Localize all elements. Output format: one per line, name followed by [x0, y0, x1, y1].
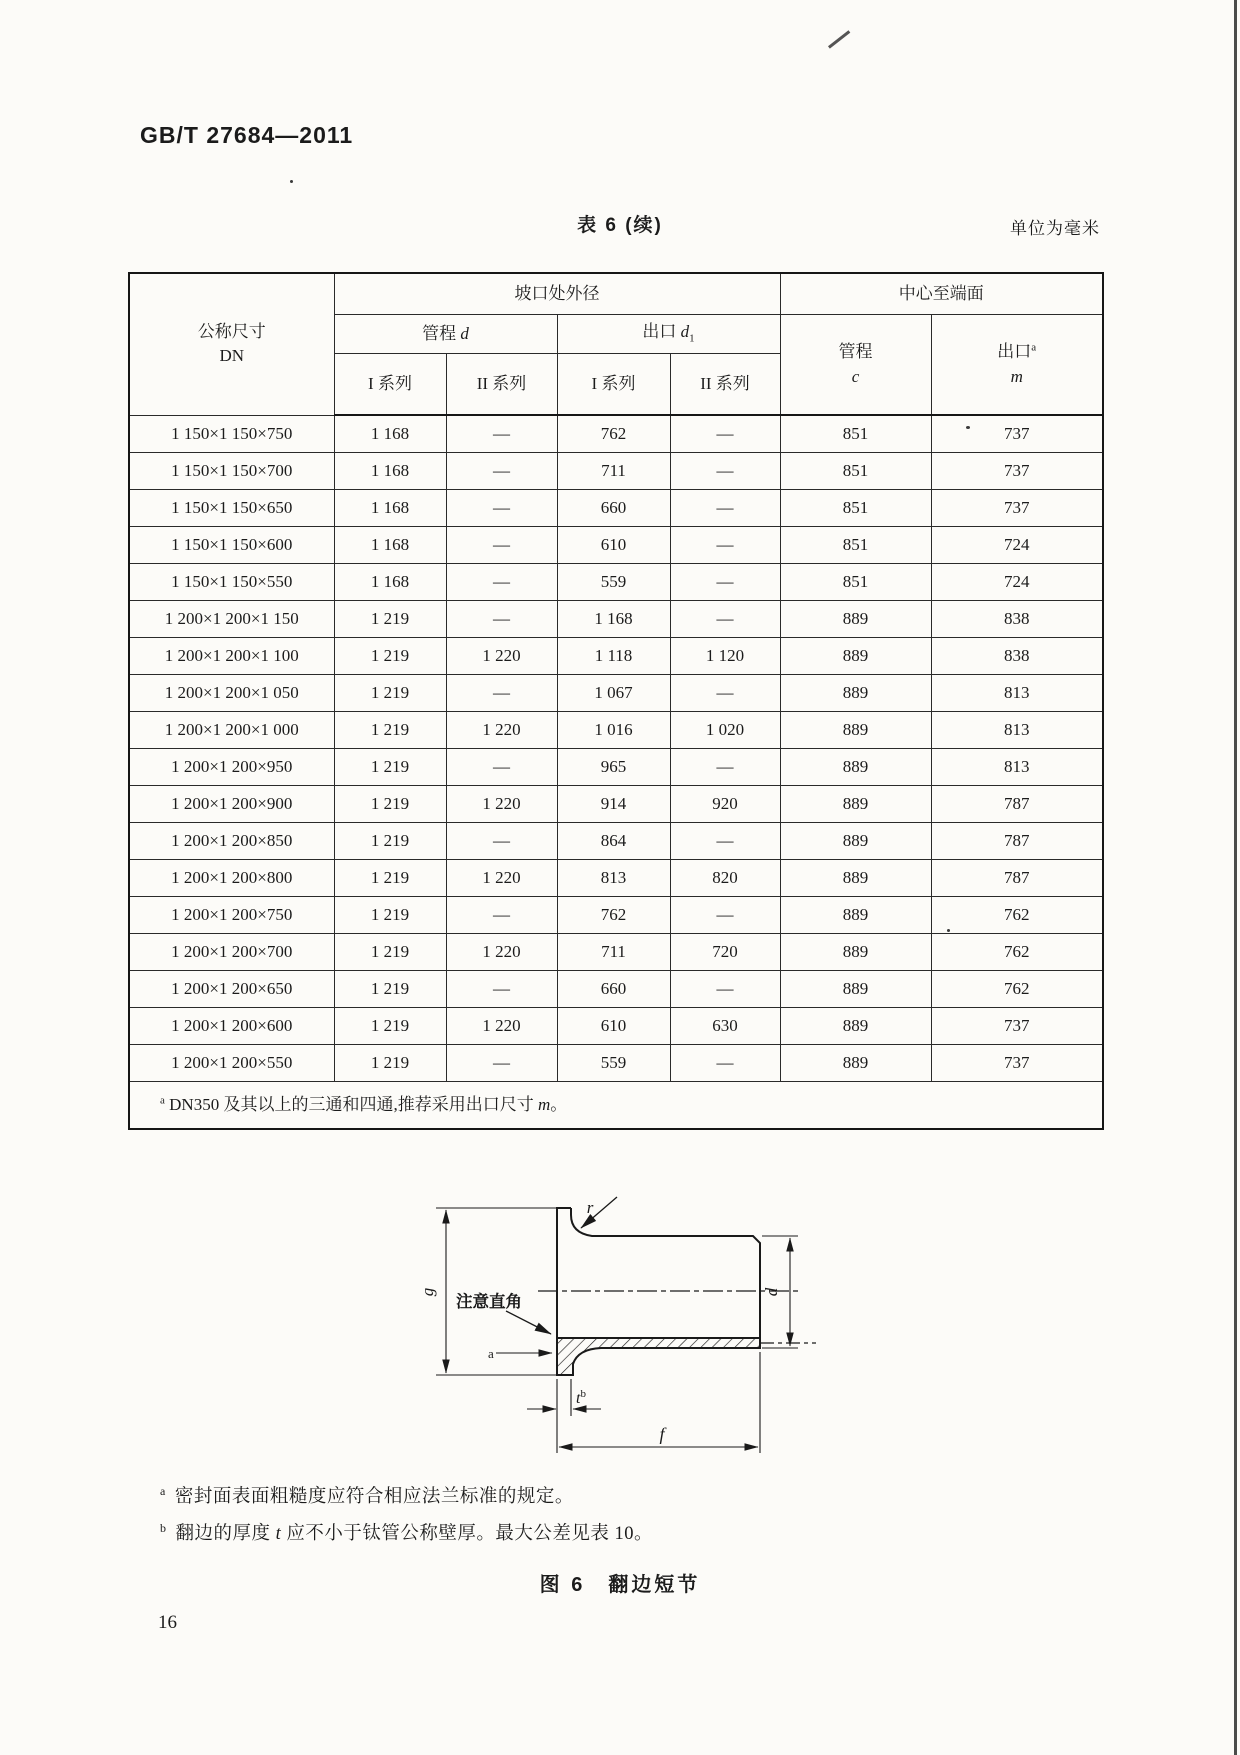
cell-value: 630	[670, 1008, 780, 1045]
cell-value: —	[446, 897, 557, 934]
cell-value: 1 219	[334, 1045, 446, 1082]
col-header-series1-d: I 系列	[334, 354, 446, 416]
cell-dn: 1 150×1 150×750	[129, 415, 334, 453]
cell-value: 1 219	[334, 1008, 446, 1045]
cell-value: 889	[780, 749, 931, 786]
cell-value: 1 219	[334, 897, 446, 934]
table-row	[129, 415, 1103, 453]
cell-dn: 1 200×1 200×800	[129, 860, 334, 897]
cell-value: 1 219	[334, 601, 446, 638]
cell-value: 889	[780, 675, 931, 712]
scan-speck	[947, 929, 950, 932]
table-row	[129, 675, 1103, 712]
cell-value: 724	[931, 564, 1103, 601]
table-row	[129, 934, 1103, 971]
figure-footnote-b: $^b$ 翻边的厚度 t 应不小于钛管公称壁厚。最大公差见表 10。	[160, 1520, 654, 1544]
cell-value: 1 219	[334, 786, 446, 823]
cell-value: 1 220	[446, 860, 557, 897]
cell-value: 762	[557, 415, 670, 453]
table-row	[129, 786, 1103, 823]
cell-value: 610	[557, 527, 670, 564]
cell-value: 889	[780, 897, 931, 934]
leader-right-angle	[506, 1311, 551, 1334]
cell-value: 720	[670, 934, 780, 971]
table-row	[129, 638, 1103, 675]
cell-value: 1 219	[334, 971, 446, 1008]
symbol-m: m	[1010, 366, 1023, 386]
table-footnote-row	[129, 1082, 1103, 1130]
table-body	[129, 415, 1103, 1082]
table-row	[129, 527, 1103, 564]
cell-value: 1 220	[446, 786, 557, 823]
table-row	[129, 1045, 1103, 1082]
cell-value: 1 219	[334, 934, 446, 971]
scan-tick-mark	[828, 30, 850, 48]
cell-value: 1 219	[334, 712, 446, 749]
cell-value: —	[446, 749, 557, 786]
cell-value: —	[670, 1045, 780, 1082]
cell-value: —	[446, 601, 557, 638]
cell-dn: 1 200×1 200×550	[129, 1045, 334, 1082]
cell-value: —	[446, 675, 557, 712]
cell-value: 851	[780, 564, 931, 601]
pipe-outline	[571, 1208, 760, 1348]
cell-value: 1 168	[334, 453, 446, 490]
symbol-m-footnote: m	[537, 1095, 551, 1115]
cell-value: 889	[780, 860, 931, 897]
cell-value: —	[670, 453, 780, 490]
cell-value: —	[446, 490, 557, 527]
dim-label-r: r	[586, 1198, 594, 1217]
cell-value: 660	[557, 971, 670, 1008]
cell-value: 813	[931, 675, 1103, 712]
cell-value: —	[670, 601, 780, 638]
cell-dn: 1 150×1 150×650	[129, 490, 334, 527]
cell-value: 889	[780, 1045, 931, 1082]
cell-value: 1 219	[334, 860, 446, 897]
cell-value: 813	[931, 749, 1103, 786]
symbol-d: d	[460, 324, 469, 344]
cell-dn: 1 150×1 150×700	[129, 453, 334, 490]
cell-dn: 1 150×1 150×550	[129, 564, 334, 601]
cell-dn: 1 200×1 200×1 050	[129, 675, 334, 712]
cell-value: 737	[931, 1008, 1103, 1045]
note-right-angle: 注意直角	[456, 1292, 522, 1311]
cell-value: 838	[931, 601, 1103, 638]
cell-dn: 1 200×1 200×700	[129, 934, 334, 971]
cell-value: —	[446, 453, 557, 490]
cell-value: 724	[931, 527, 1103, 564]
col-header-center-c: 管程 c	[780, 315, 931, 416]
cell-value: —	[670, 675, 780, 712]
cell-value: 820	[670, 860, 780, 897]
symbol-d1: d	[680, 322, 690, 342]
cell-value: 1 168	[557, 601, 670, 638]
cell-dn: 1 200×1 200×750	[129, 897, 334, 934]
cell-value: —	[670, 749, 780, 786]
cell-value: 1 120	[670, 638, 780, 675]
cell-dn: 1 200×1 200×950	[129, 749, 334, 786]
cell-value: 711	[557, 934, 670, 971]
footnote-marker: a	[160, 1483, 166, 1498]
cell-value: 1 219	[334, 675, 446, 712]
col-header-dn-sub: DN	[219, 346, 245, 366]
col-header-pipe-run-d: 管程 d	[334, 315, 557, 354]
cell-value: 1 168	[334, 527, 446, 564]
cell-value: —	[446, 1045, 557, 1082]
figure-footnote-a: $^a$ 密封面表面粗糙度应符合相应法兰标准的规定。	[160, 1483, 574, 1507]
cell-value: 889	[780, 823, 931, 860]
dim-label-f: f	[659, 1424, 665, 1444]
footnote-marker-a: a	[160, 1094, 165, 1107]
scan-speck	[966, 426, 970, 429]
table-title: 表 6 (续)	[577, 215, 663, 236]
table-row	[129, 897, 1103, 934]
cell-dn: 1 150×1 150×600	[129, 527, 334, 564]
cell-value: —	[670, 415, 780, 453]
cell-value: 610	[557, 1008, 670, 1045]
cell-value: 1 220	[446, 712, 557, 749]
cell-value: 813	[931, 712, 1103, 749]
cell-value: 762	[931, 897, 1103, 934]
col-header-dn	[129, 273, 334, 415]
cell-value: 787	[931, 860, 1103, 897]
cell-value: 851	[780, 527, 931, 564]
col-header-series2-d1: II 系列	[670, 354, 780, 416]
table-row	[129, 749, 1103, 786]
cell-value: —	[670, 527, 780, 564]
cell-value: 889	[780, 971, 931, 1008]
cell-value: —	[446, 564, 557, 601]
cell-value: 851	[780, 490, 931, 527]
cell-value: 1 016	[557, 712, 670, 749]
cell-dn: 1 200×1 200×1 150	[129, 601, 334, 638]
cell-value: 1 220	[446, 638, 557, 675]
cell-value: —	[446, 415, 557, 453]
table-row	[129, 712, 1103, 749]
table-row	[129, 453, 1103, 490]
cell-value: 965	[557, 749, 670, 786]
cell-dn: 1 200×1 200×850	[129, 823, 334, 860]
cell-value: 787	[931, 786, 1103, 823]
cell-value: 1 168	[334, 415, 446, 453]
cell-value: 1 219	[334, 749, 446, 786]
cell-value: —	[446, 971, 557, 1008]
cell-value: —	[446, 527, 557, 564]
cell-value: 1 118	[557, 638, 670, 675]
group-header-center-to-end: 中心至端面	[780, 273, 1103, 315]
dim-label-g: g	[418, 1287, 437, 1297]
col-header-outlet-m: 出口$^a$ m	[931, 315, 1103, 416]
cell-value: 762	[557, 897, 670, 934]
cell-value: 559	[557, 1045, 670, 1082]
cell-value: 737	[931, 490, 1103, 527]
standard-code: GB/T 27684—2011	[140, 122, 354, 148]
cell-value: 1 219	[334, 638, 446, 675]
table-row	[129, 490, 1103, 527]
cell-value: —	[670, 490, 780, 527]
stub-end-drawing	[408, 1190, 844, 1468]
label-seal-face-a: a	[488, 1346, 494, 1361]
cell-value: 737	[931, 415, 1103, 453]
cell-value: 737	[931, 453, 1103, 490]
col-header-outlet-d1: 出口 $d_1$	[557, 315, 780, 354]
cell-value: 559	[557, 564, 670, 601]
cell-value: 762	[931, 934, 1103, 971]
cell-value: 838	[931, 638, 1103, 675]
page-number: 16	[158, 1612, 177, 1633]
cell-value: —	[670, 897, 780, 934]
dim-label-d: d	[762, 1287, 781, 1297]
footnote-marker: b	[160, 1520, 167, 1535]
cell-value: 864	[557, 823, 670, 860]
cell-value: 711	[557, 453, 670, 490]
cell-dn: 1 200×1 200×1 000	[129, 712, 334, 749]
cell-value: —	[446, 823, 557, 860]
cell-value: —	[670, 823, 780, 860]
cell-value: 1 168	[334, 490, 446, 527]
scan-speck	[290, 180, 293, 183]
table-row	[129, 564, 1103, 601]
table-row	[129, 860, 1103, 897]
cell-value: 1 168	[334, 564, 446, 601]
group-header-bevel-od: 坡口处外径	[334, 273, 780, 315]
cell-dn: 1 200×1 200×900	[129, 786, 334, 823]
section-hatched-wall	[557, 1338, 760, 1375]
cell-value: 889	[780, 934, 931, 971]
cell-dn: 1 200×1 200×650	[129, 971, 334, 1008]
cell-dn: 1 200×1 200×1 100	[129, 638, 334, 675]
cell-value: 914	[557, 786, 670, 823]
scan-edge-line	[1234, 0, 1237, 1755]
unit-note: 单位为毫米	[1010, 219, 1100, 238]
cell-dn: 1 200×1 200×600	[129, 1008, 334, 1045]
cell-value: 889	[780, 786, 931, 823]
symbol-t-footnote: t	[275, 1524, 282, 1544]
dimension-table-wrap	[128, 272, 1102, 1130]
symbol-c: c	[851, 366, 860, 386]
table-footnote: $^a$ DN350 及其以上的三通和四通,推荐采用出口尺寸 m。	[129, 1082, 1103, 1130]
cell-value: 889	[780, 1008, 931, 1045]
table-row	[129, 1008, 1103, 1045]
cell-value: 660	[557, 490, 670, 527]
cell-value: 1 067	[557, 675, 670, 712]
cell-value: 762	[931, 971, 1103, 1008]
cell-value: —	[670, 971, 780, 1008]
cell-value: 889	[780, 638, 931, 675]
table-row	[129, 971, 1103, 1008]
cell-value: 1 020	[670, 712, 780, 749]
cell-value: 813	[557, 860, 670, 897]
cell-value: 787	[931, 823, 1103, 860]
cell-value: 737	[931, 1045, 1103, 1082]
cell-value: 889	[780, 601, 931, 638]
cell-value: 851	[780, 453, 931, 490]
table-row	[129, 823, 1103, 860]
dimension-table	[128, 272, 1104, 1130]
dim-label-t: $t^b$	[576, 1388, 586, 1407]
figure-caption: 图 6 翻边短节	[539, 1574, 701, 1596]
table-header	[129, 273, 1103, 415]
cell-value: 1 220	[446, 934, 557, 971]
col-header-dn-label: 公称尺寸	[197, 321, 266, 341]
table-row	[129, 601, 1103, 638]
col-header-series2-d: II 系列	[446, 354, 557, 416]
cell-value: 1 220	[446, 1008, 557, 1045]
cell-value: 889	[780, 712, 931, 749]
footnote-ref-a: a	[1031, 341, 1037, 354]
cell-value: 1 219	[334, 823, 446, 860]
cell-value: 920	[670, 786, 780, 823]
cell-value: 851	[780, 415, 931, 453]
cell-value: —	[670, 564, 780, 601]
col-header-series1-d1: I 系列	[557, 354, 670, 416]
